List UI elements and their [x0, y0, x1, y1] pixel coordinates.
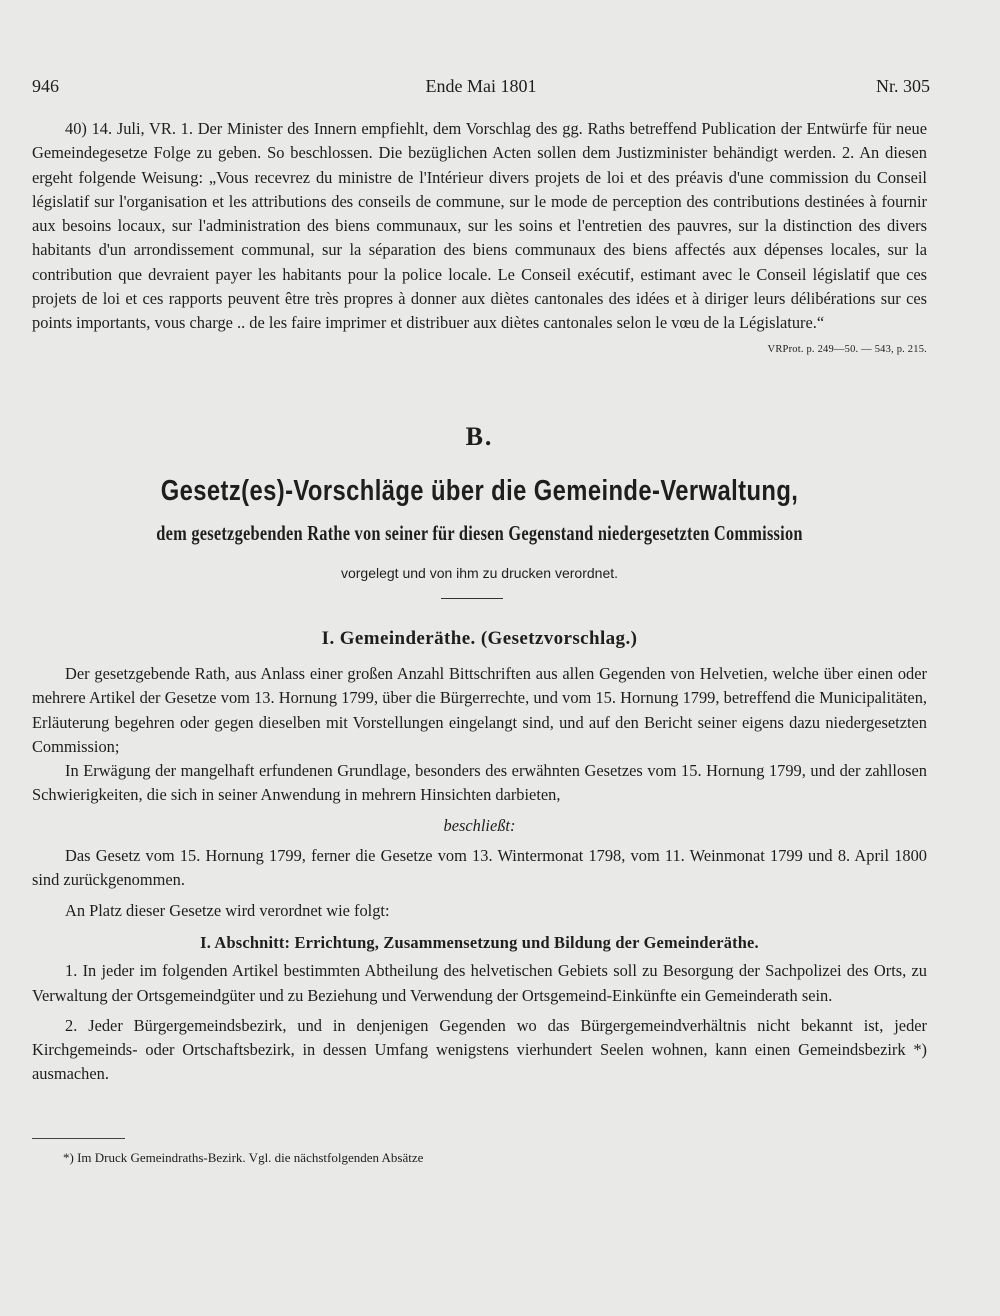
section-heading: I. Gemeinderäthe. (Gesetzvorschlag.)	[321, 628, 638, 649]
subtitle-note: vorgelegt und von ihm zu drucken verordnet.	[340, 565, 619, 581]
footnote: *) Im Druck Gemeindraths-Bezirk. Vgl. die nächstfolgenden Absätze	[63, 1150, 424, 1165]
main-title: Gesetz(es)-Vorschläge über die Gemeinde-Verwaltung,	[160, 475, 799, 507]
resolution-word: beschließt:	[443, 815, 516, 835]
top-paragraph	[32, 117, 927, 355]
footnote-rule	[32, 1138, 125, 1139]
body-block	[32, 662, 927, 1087]
body-paragraph-2: In Erwägung der mangelhaft erfundenen Grundlage, besonders des erwähnten Gesetzes vom 15. Hornung 1799, und der zahllosen Schwierigkeiten, die sich in seiner Anwendung in mehrern Hinsichten darbieten,	[32, 761, 927, 805]
body-paragraph-1: Der gesetzgebende Rath, aus Anlass einer großen Anzahl Bittschriften aus allen Gegenden von Helvetien, welche über einen oder mehrere Artikel der Gesetze vom 13. Hornung 1799, über die Bürgerrechte, und vom 15. Hornung 1799, betreffend die Municipalitäten, Erläuterung begehren oder gegen dieselben mit Vorstellungen eingelangt sind, und auf den Bericht seiner eigens dazu niedergesetzten Commission;	[32, 664, 927, 756]
article-1: 1. In jeder im folgenden Artikel bestimmten Abtheilung des helvetischen Gebiets soll zu Besorgung der Sachpolizei des Orts, zu Verwaltung der Ortsgemeindgüter und zu Beziehung und Verwendung der Ortsgemeind-Einkünfte ein Gemeinderath sein.	[32, 961, 927, 1005]
running-date: Ende Mai 1801	[425, 76, 537, 96]
body-paragraph-4: An Platz dieser Gesetze wird verordnet wie folgt:	[65, 900, 390, 920]
entry-number: Nr. 305	[876, 76, 930, 96]
body-paragraph-3: Das Gesetz vom 15. Hornung 1799, ferner die Gesetze vom 13. Wintermonat 1798, vom 11. Weinmonat 1799 und 8. April 1800 sind zurückgenommen.	[32, 846, 927, 890]
subtitle: dem gesetzgebenden Rathe von seiner für diesen Gegenstand niedergesetzten Commission	[156, 521, 803, 545]
page-number: 946	[32, 76, 59, 96]
source-reference: VRProt. p. 249—50. — 543, p. 215.	[767, 343, 927, 355]
separator-rule	[441, 598, 503, 599]
page-header	[32, 76, 930, 100]
section-letter: B.	[465, 422, 494, 451]
article-2: 2. Jeder Bürgergemeindsbezirk, und in denjenigen Gegenden wo das Bürgergemeindverhältnis nicht bekannt ist, jeder Kirchgemeinds- oder Ortschaftsbezirk, in dessen Umfang wenigstens vierhundert Seelen wohnen, kann einen Gemeindsbezirk *) ausmachen.	[32, 1015, 927, 1084]
top-paragraph-text: 40) 14. Juli, VR. 1. Der Minister des Innern empfiehlt, dem Vorschlag des gg. Raths betreffend Publication der Entwürfe für neue Gemeindegesetze Folge zu geben. So beschlossen. Die bezüglichen Acten sollen dem Justizminister behändigt werden. 2. An diesen ergeht folgende Weisung: „Vous recevrez du ministre de l'Intérieur divers projets de loi et des préavis d'une commission du Conseil législatif sur l'organisation et les attributions des conseils de commune, sur le mode de perception des contributions destinées à fournir aux besoins locaux, sur l'administration des biens communaux, sur les soins et l'entretien des pauvres, sur la distinction des divers habitants d'un arrondissement communal, sur la séparation des biens communaux des biens affectés aux dépenses locales, sur la contribution que devraient payer les habitants pour la police locale. Le Conseil exécutif, estimant avec le Conseil législatif que ces projets de loi et ces rapports peuvent être très propres à donner aux diètes cantonales des idées et à diriger leurs délibérations sur ces points importants, vous charge .. de les faire imprimer et distribuer aux diètes cantonales selon le vœu de la Législature.“	[32, 119, 927, 333]
top-paragraph-block	[32, 117, 927, 362]
abschnitt-heading: I. Abschnitt: Errichtung, Zusammensetzung und Bildung der Gemeinderäthe.	[200, 932, 759, 952]
